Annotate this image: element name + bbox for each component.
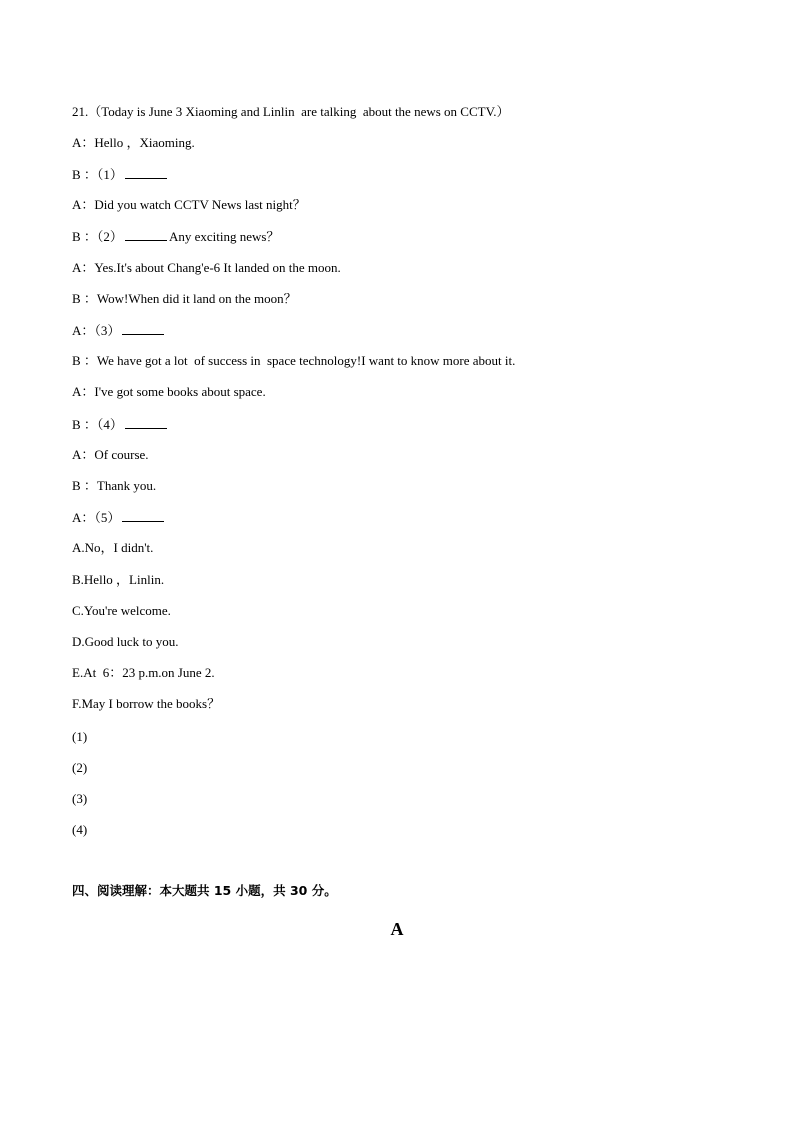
dialogue-line-1 bbox=[72, 135, 195, 151]
dialogue-line-2 bbox=[72, 166, 169, 183]
speaker-label: A： bbox=[72, 323, 95, 338]
dialogue-text: Did you watch CCTV News last night？ bbox=[94, 197, 306, 212]
speaker-label: B ： bbox=[72, 291, 97, 306]
answer-slot-2: (2) bbox=[72, 760, 88, 775]
dialogue-line-9 bbox=[72, 384, 266, 400]
question-intro: 21.（Today is June 3 Xiaoming and Linlin are talking about the news on CCTV.） bbox=[72, 104, 510, 119]
dialogue-line-13 bbox=[72, 509, 166, 526]
answer-slot-4: (4) bbox=[72, 822, 88, 837]
speaker-label: A： bbox=[72, 384, 95, 399]
blank-number: （3） bbox=[94, 323, 121, 338]
speaker-label: A： bbox=[72, 510, 95, 525]
speaker-label: B ： bbox=[72, 229, 97, 244]
dialogue-text: Of course. bbox=[94, 447, 149, 462]
speaker-label: B ： bbox=[72, 478, 97, 493]
speaker-label: B ： bbox=[72, 167, 97, 182]
dialogue-line-7 bbox=[72, 322, 166, 339]
dialogue-line-8 bbox=[72, 353, 515, 369]
option-a: A.No，I didn't. bbox=[72, 540, 154, 555]
section-letter: A bbox=[390, 919, 404, 939]
blank-number: （4） bbox=[96, 417, 123, 432]
blank-number: （2） bbox=[96, 229, 123, 244]
dialogue-text: Wow!When did it land on the moon？ bbox=[96, 291, 297, 306]
option-f: F.May I borrow the books？ bbox=[72, 696, 221, 711]
answer-blank-4[interactable] bbox=[125, 416, 167, 429]
option-b: B.Hello ，Linlin. bbox=[72, 572, 165, 587]
dialogue-text: I've got some books about space. bbox=[94, 384, 266, 399]
answer-blank-1[interactable] bbox=[125, 166, 167, 179]
dialogue-line-3 bbox=[72, 197, 306, 213]
speaker-label: A： bbox=[72, 447, 95, 462]
dialogue-line-12 bbox=[72, 478, 156, 494]
answer-slot-3: (3) bbox=[72, 791, 88, 806]
speaker-label: B ： bbox=[72, 353, 97, 368]
section-heading: 四、阅读理解：本大题共 15 小题，共 30 分。 bbox=[72, 883, 337, 898]
dialogue-line-10 bbox=[72, 416, 169, 433]
dialogue-line-4 bbox=[72, 228, 279, 245]
dialogue-line-11 bbox=[72, 447, 149, 463]
option-c: C.You're welcome. bbox=[72, 603, 171, 618]
answer-blank-3[interactable] bbox=[122, 322, 164, 335]
dialogue-text: Yes.It's about Chang'e-6 It landed on the moon. bbox=[94, 260, 341, 275]
dialogue-text: Hello ，Xiaoming. bbox=[94, 135, 195, 150]
speaker-label: A： bbox=[72, 197, 95, 212]
answer-blank-2[interactable] bbox=[125, 228, 167, 241]
dialogue-text: Any exciting news？ bbox=[168, 229, 280, 244]
blank-number: （1） bbox=[96, 167, 123, 182]
dialogue-text: We have got a lot of success in space technology!I want to know more about it. bbox=[96, 353, 516, 368]
answer-blank-5[interactable] bbox=[122, 509, 164, 522]
dialogue-line-6 bbox=[72, 291, 297, 307]
dialogue-line-5 bbox=[72, 260, 341, 276]
option-e: E.At 6：23 p.m.on June 2. bbox=[72, 665, 215, 680]
dialogue-text: Thank you. bbox=[96, 478, 157, 493]
speaker-label: B ： bbox=[72, 417, 97, 432]
answer-slot-1: (1) bbox=[72, 729, 88, 744]
blank-number: （5） bbox=[94, 510, 121, 525]
option-d: D.Good luck to you. bbox=[72, 634, 179, 649]
speaker-label: A： bbox=[72, 135, 95, 150]
speaker-label: A： bbox=[72, 260, 95, 275]
